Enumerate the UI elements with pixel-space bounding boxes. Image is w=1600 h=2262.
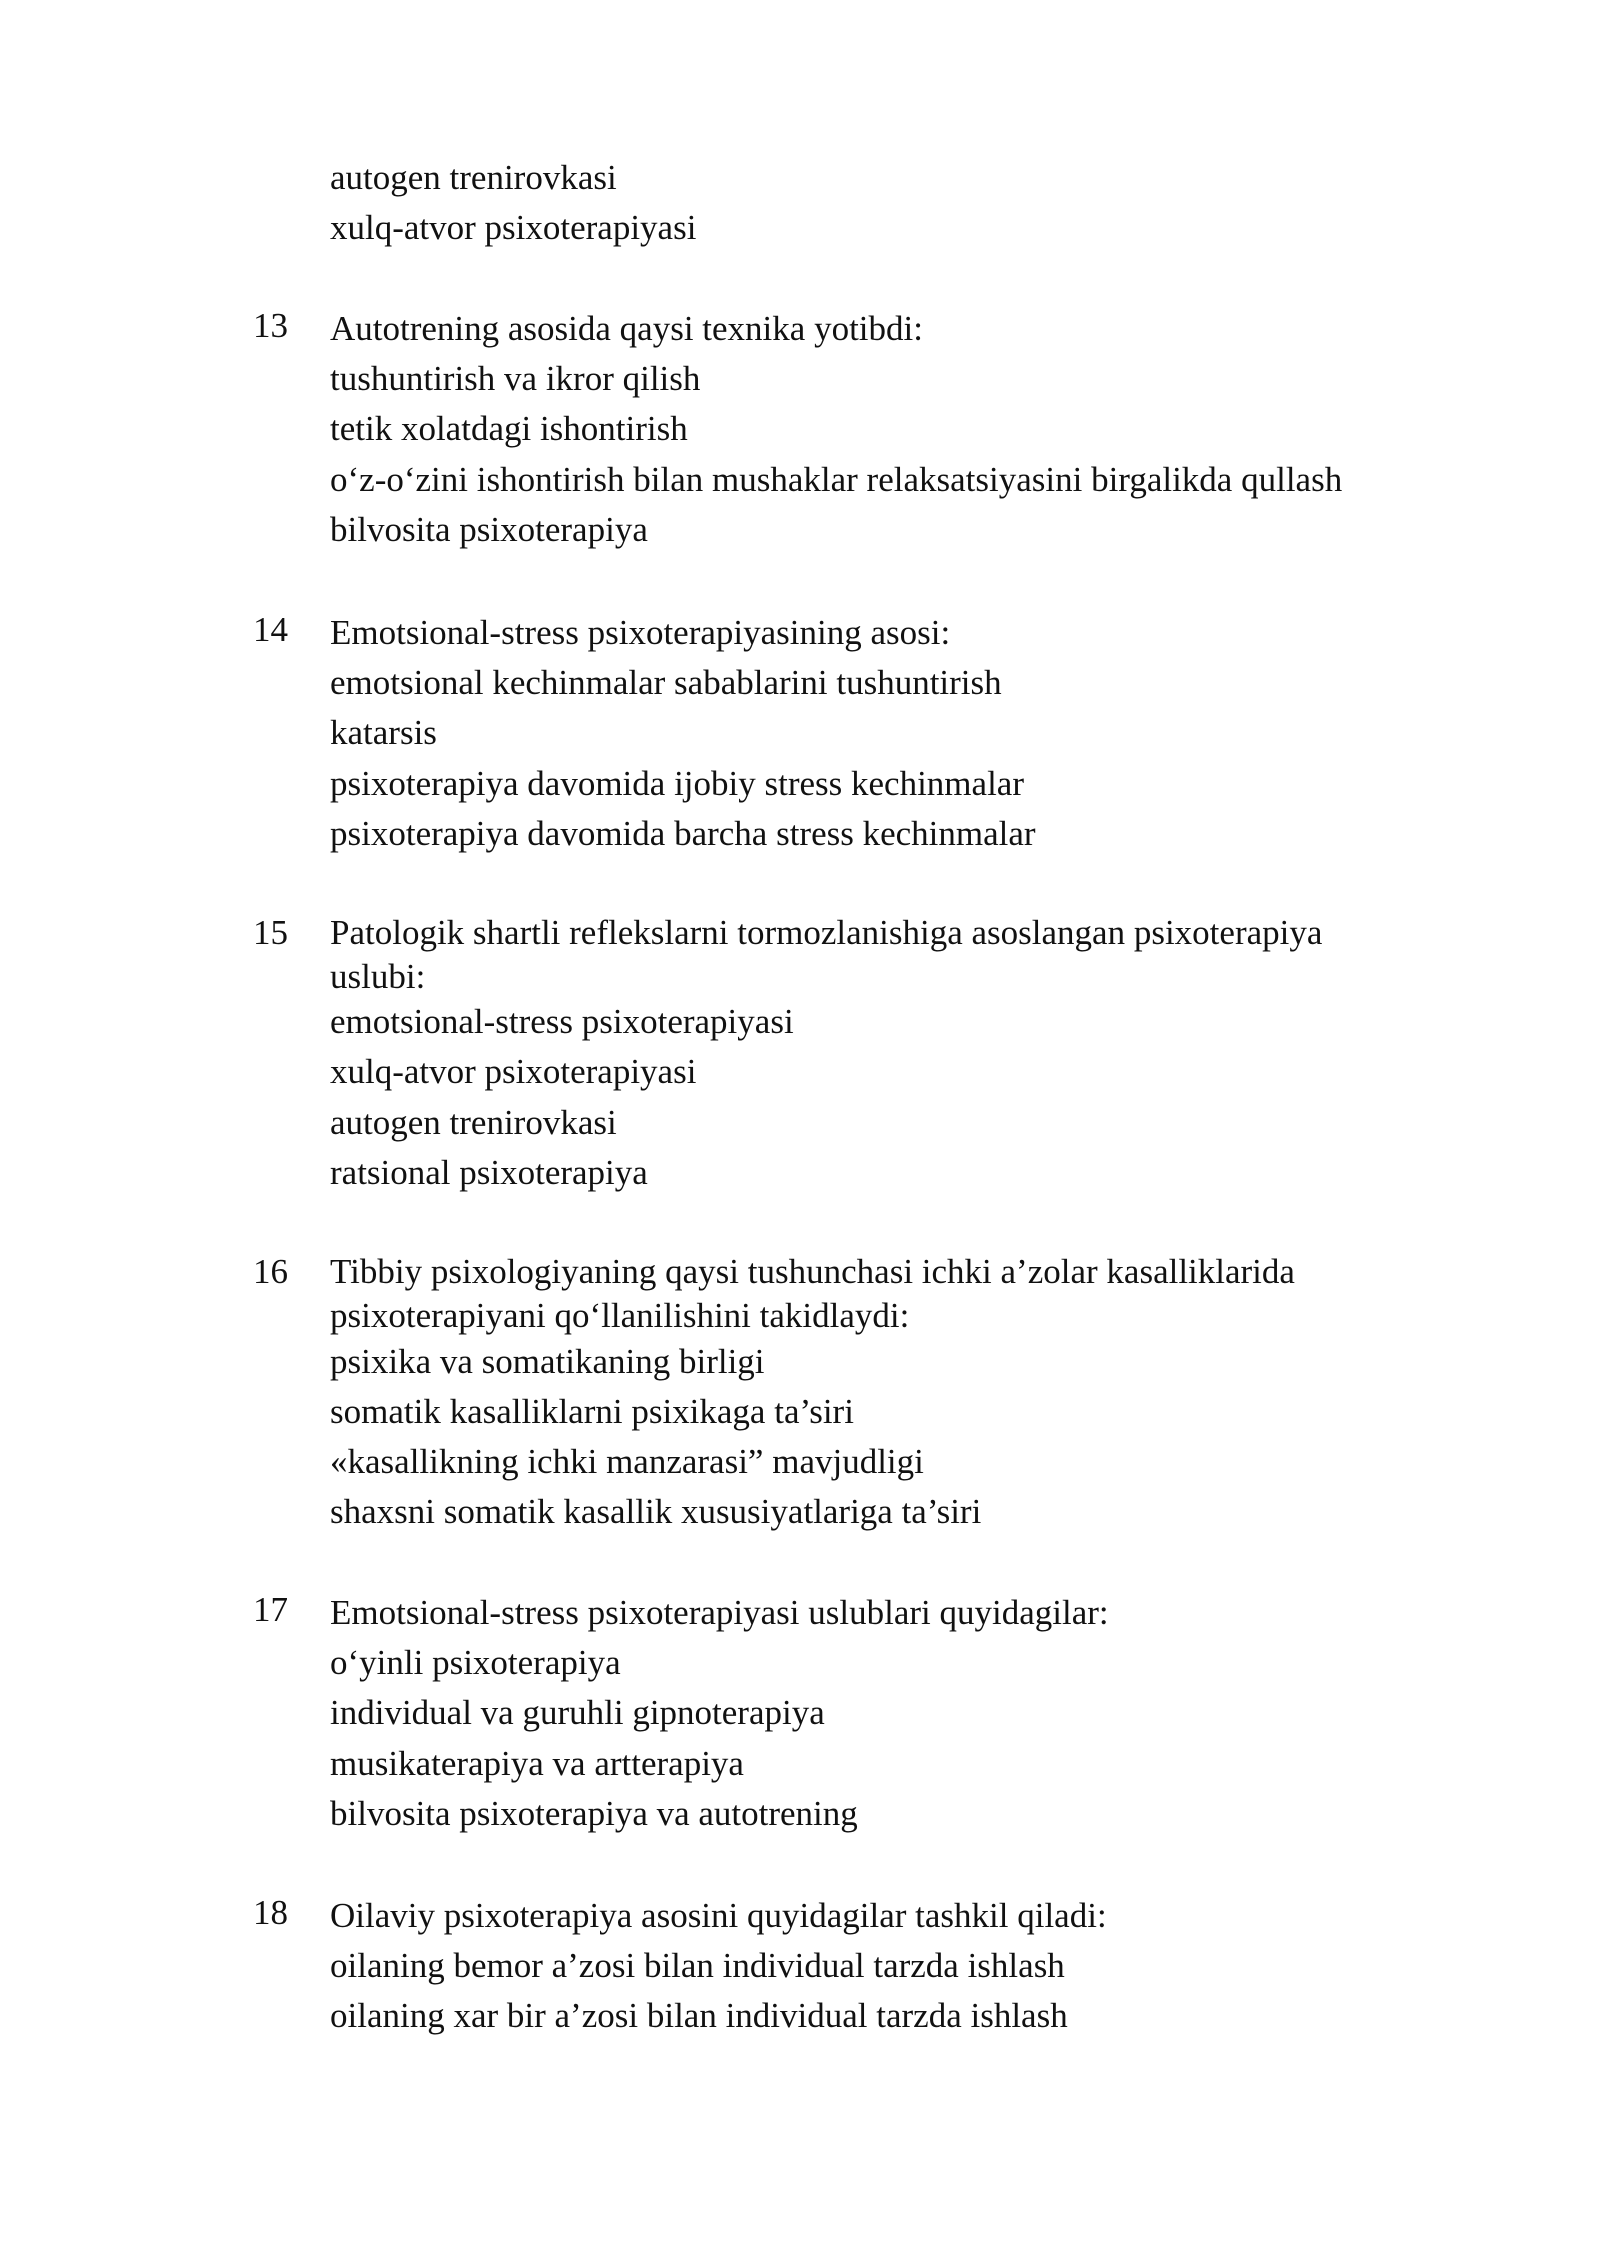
question-text: Autotrening asosida qaysi texnika yotibdi: [330, 309, 923, 348]
question-number: 14 [253, 610, 288, 649]
option-line: bilvosita psixoterapiya va autotrening [330, 1794, 858, 1833]
option-line: «kasallikning ichki manzarasi” mavjudligi [330, 1442, 924, 1481]
question-text: Tibbiy psixologiyaning qaysi tushunchasi ichki a’zolar kasalliklarida [330, 1252, 1295, 1291]
option-line: tushuntirish va ikror qilish [330, 359, 701, 398]
option-line: autogen trenirovkasi [330, 1103, 617, 1142]
option-line: emotsional-stress psixoterapiyasi [330, 1002, 794, 1041]
option-line: autogen trenirovkasi [330, 158, 617, 197]
option-line: psixika va somatikaning birligi [330, 1342, 765, 1381]
question-text: Oilaviy psixoterapiya asosini quyidagilar tashkil qiladi: [330, 1896, 1107, 1935]
option-line: oilaning xar bir a’zosi bilan individual tarzda ishlash [330, 1996, 1068, 2035]
option-line: xulq-atvor psixoterapiyasi [330, 1052, 697, 1091]
option-line: somatik kasalliklarni psixikaga ta’siri [330, 1392, 854, 1431]
question-text: uslubi: [330, 957, 426, 996]
question-text: Emotsional-stress psixoterapiyasining asosi: [330, 613, 951, 652]
option-line: bilvosita psixoterapiya [330, 510, 648, 549]
option-line: tetik xolatdagi ishontirish [330, 409, 688, 448]
question-text: Emotsional-stress psixoterapiyasi uslublari quyidagilar: [330, 1593, 1109, 1632]
question-number: 17 [253, 1590, 288, 1629]
option-line: oilaning bemor a’zosi bilan individual tarzda ishlash [330, 1946, 1065, 1985]
option-line: psixoterapiya davomida barcha stress kechinmalar [330, 814, 1036, 853]
option-line: ratsional psixoterapiya [330, 1153, 648, 1192]
option-line: individual va guruhli gipnoterapiya [330, 1693, 825, 1732]
option-line: o‘z-o‘zini ishontirish bilan mushaklar relaksatsiyasini birgalikda qullash [330, 460, 1343, 499]
option-line: katarsis [330, 713, 437, 752]
question-text: Patologik shartli reflekslarni tormozlanishiga asoslangan psixoterapiya [330, 913, 1323, 952]
option-line: xulq-atvor psixoterapiyasi [330, 208, 697, 247]
option-line: o‘yinli psixoterapiya [330, 1643, 621, 1682]
option-line: shaxsni somatik kasallik xususiyatlariga ta’siri [330, 1492, 982, 1531]
question-text: psixoterapiyani qo‘llanilishini takidlaydi: [330, 1296, 910, 1335]
question-number: 18 [253, 1893, 288, 1932]
question-number: 16 [253, 1252, 288, 1291]
question-number: 13 [253, 306, 288, 345]
question-number: 15 [253, 913, 288, 952]
option-line: emotsional kechinmalar sabablarini tushuntirish [330, 663, 1002, 702]
option-line: musikaterapiya va artterapiya [330, 1744, 744, 1783]
option-line: psixoterapiya davomida ijobiy stress kechinmalar [330, 764, 1024, 803]
